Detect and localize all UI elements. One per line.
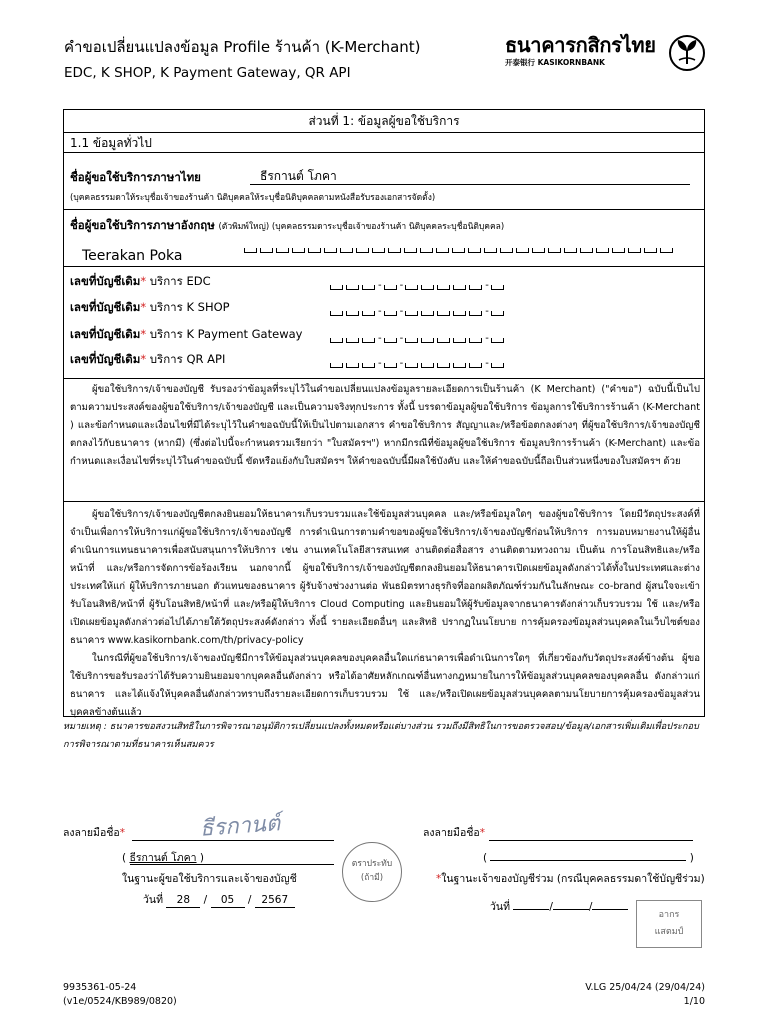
account-row-kshop: เลขที่บัญชีเดิม* บริการ K SHOP — [70, 300, 230, 314]
bank-name-th: ธนาคารกสิกรไทย — [505, 33, 656, 57]
role-left: ในฐานะผู้ขอใช้บริการและเจ้าของบัญชี — [122, 873, 297, 885]
divider — [64, 209, 704, 210]
page-number: 1/10 — [683, 996, 705, 1007]
role-right: *ในฐานะเจ้าของบัญชีร่วม (กรณีบุคคลธรรมดาใช้บัญชีร่วม) — [436, 873, 705, 885]
name-en-hint: (ตัวพิมพ์ใหญ่) (บุคคลธรรมดาระบุชื่อเจ้าของร้านค้า นิติบุคคลระบุชื่อนิติบุคคล) — [218, 222, 505, 232]
account-row-edc: เลขที่บัญชีเดิม* บริการ EDC — [70, 274, 211, 288]
version-code: (v1e/0524/KB989/0820) — [63, 996, 177, 1007]
section-subtitle: 1.1 ข้อมูลทั่วไป — [70, 136, 152, 150]
form-section-1 — [63, 109, 705, 717]
name-en-value[interactable]: Teerakan Poka — [82, 248, 183, 264]
account-boxes-kshop[interactable]: - - - — [330, 308, 507, 316]
remark-note: หมายเหตุ : ธนาคารขอสงวนสิทธิในการพิจารณาอนุมัติการเปลี่ยนแปลงทั้งหมดหรือแต่บางส่วน รวมถึงมีสิทธิในการขอตรวจสอบ/ข้อมูล/เอกสารเพิ่มเติมเพื่อประกอบการพิจารณาตามที่ธนาคารเห็นสมควร — [63, 721, 699, 750]
divider — [64, 501, 704, 502]
consent-paragraph-2: ผู้ขอใช้บริการ/เจ้าของบัญชีตกลงยินยอมให้ธนาคารเก็บรวบรวมและใช้ข้อมูลส่วนบุคคล และ/หรือข้อมูลใดๆ ของผู้ขอใช้บริการ โดยมีวัตถุประสงค์ที่จำเป็นเพื่อการให้บริการแก่ผู้ขอใช้บริการ/เจ้าของบัญชี การดำเนินการตามคำขอของผู้ขอใช้บริการ/เจ้าของบัญชีก่อนให้บริการ การมอบหมายงานให้ผู้อื่นดำเนินการแทนธนาคารเพื่อสนับสนุนการให้บริการ เช่น งานเทคโนโลยีสารสนเทศ งานติดต่อสื่อสาร งานติดตามทวงถาม เป็นต้น การโอนสิทธิและ/หรือหน้าที่ และ/หรือการจัดการข้อร้องเรียน นอกจากนี้ ผู้ขอใช้บริการ/เจ้าของบัญชีตกลงยินยอมให้ธนาคารเปิดเผยข้อมูลดังกล่าวได้ทั้งในประเทศและต่างประเทศให้แก่ ผู้ให้บริการภายนอก ตัวแทนของธนาคาร ผู้รับจ้างช่วงงานต่อ พันธมิตรทางธุรกิจที่ออกผลิตภัณฑ์ร่วมกันในลักษณะ co-brand ผู้สนใจจะเข้ารับโอนสิทธิ/หน้าที่ ผู้รับโอนสิทธิ/หน้าที่ และ/หรือผู้ให้บริการ Cloud Computing และยินยอมให้ผู้รับข้อมูลจากธนาคารดังกล่าวเก็บรวบรวม ใช้ และ/หรือเปิดเผยข้อมูลดังกล่าวต่อไปได้ภายใต้วัตถุประสงค์ดังกล่าว ทั้งนี้ รายละเอียดอื่นๆ และสิทธิ ปรากฏในนโยบาย การคุ้มครองข้อมูลส่วนบุคคลในเว็บไซต์ของธนาคาร www.kasikornbank.com/th/privacy-policy ในกรณีที่ผู้ขอใช้บริการ/เจ้าของบัญชีมีการให้ข้อมูลส่วนบุคคลของบุคคลอื่นใดแก่ธนาคารเพื่อดำเนินการใดๆ ที่เกี่ยวข้องกับวัตถุประสงค์ข้างต้น ผู้ขอใช้บริการขอรับรองว่าได้รับความยินยอมจากบุคคลอื่นดังกล่าว หรือได้อาศัยหลักเกณฑ์อื่นทางกฎหมายในการให้ข้อมูลส่วนบุคคลของบุคคลอื่น ดังกล่าวแก่ธนาคาร และได้แจ้งให้บุคคลอื่นดังกล่าวทราบถึงรายละเอียดการเก็บรวบรวม ใช้ และ/หรือเปิดเผยข้อมูลส่วนบุคคลตามนโยบายการคุ้มครองข้อมูลส่วนบุคคลข้างต้นแล้ว — [70, 509, 700, 718]
signature-line-left[interactable] — [132, 840, 334, 841]
section-title: ส่วนที่ 1: ข้อมูลผู้ขอใช้บริการ — [308, 114, 460, 128]
name-en-label: ชื่อผู้ขอใช้บริการภาษาอังกฤษ — [70, 218, 215, 232]
account-boxes-kpg[interactable]: - - - — [330, 335, 507, 343]
stamp-duty-box: อากร แสตมป์ — [636, 900, 702, 948]
form-code: 9935361-05-24 — [63, 982, 137, 993]
name-th-note: (บุคคลธรรมดาให้ระบุชื่อเจ้าของร้านค้า นิติบุคคลให้ระบุชื่อนิติบุคคลตามหนังสือรับรองเอกสารจัดตั้ง) — [70, 193, 436, 203]
divider — [64, 152, 704, 153]
bank-logo — [505, 34, 705, 74]
handwritten-signature: ธีรกานต์ — [199, 811, 281, 842]
sign-label-right: ลงลายมือชื่อ* — [423, 827, 485, 839]
company-seal-placeholder: ตราประทับ (ถ้ามี) — [342, 842, 402, 902]
printed-name-left: ( ธีรกานต์ โภคา ) — [122, 852, 204, 864]
name-th-label: ชื่อผู้ขอใช้บริการภาษาไทย — [70, 170, 201, 184]
divider — [64, 132, 704, 133]
kasikorn-leaf-icon — [669, 34, 705, 72]
account-row-qrapi: เลขที่บัญชีเดิม* บริการ QR API — [70, 352, 226, 366]
name-th-line — [250, 184, 690, 185]
name-th-value[interactable]: ธีรกานต์ โภคา — [260, 169, 337, 183]
account-boxes-edc[interactable]: - - - — [330, 282, 507, 290]
divider — [64, 378, 704, 379]
account-row-kpg: เลขที่บัญชีเดิม* บริการ K Payment Gateway — [70, 327, 303, 341]
signature-line-right[interactable] — [489, 840, 693, 841]
divider — [64, 266, 704, 267]
account-boxes-qrapi[interactable]: - - - — [330, 360, 507, 368]
version-right: V.LG 25/04/24 (29/04/24) — [585, 982, 705, 993]
bank-name-en: 开泰银行 KASIKORNBANK — [505, 58, 605, 67]
name-en-char-boxes[interactable] — [244, 248, 676, 253]
sign-label-left: ลงลายมือชื่อ* — [63, 827, 125, 839]
date-left[interactable]: วันที่ 28 / 05 / 2567 — [143, 893, 295, 908]
printed-name-right[interactable]: ( ) — [483, 852, 694, 864]
printed-name-line-left — [130, 864, 334, 865]
form-subtitle: EDC, K SHOP, K Payment Gateway, QR API — [64, 65, 351, 81]
date-right[interactable]: วันที่ / / — [490, 900, 628, 914]
form-title: คำขอเปลี่ยนแปลงข้อมูล Profile ร้านค้า (K-Merchant) — [64, 38, 421, 56]
consent-paragraph-1: ผู้ขอใช้บริการ/เจ้าของบัญชี รับรองว่าข้อมูลที่ระบุไว้ในคำขอเปลี่ยนแปลงข้อมูลรายละเอียดการเป็นร้านค้า (K Merchant) ("คำขอ") ฉบับนี้เป็นไปตามความประสงค์ของผู้ขอใช้บริการ/เจ้าของบัญชี และเป็นความจริงทุกประการ ทั้งนี้ บรรดาข้อมูลผู้ขอใช้บริการ ข้อมูลการใช้บริการร้านค้า (K-Merchant ) และข้อกำหนดและเงื่อนไขที่มีได้ระบุไว้ในคำขอฉบับนี้ให้เป็นไปตามเอกสาร คำขอใช้บริการ สัญญาและ/หรือข้อตกลงต่างๆ ที่ผู้ขอใช้บริการ/เจ้าของบัญชีตกลงไว้กับธนาคาร (หากมี) (ซึ่งต่อไปนี้จะกำหนดรวมเรียกว่า "ใบสมัครฯ") หากมีกรณีที่ข้อมูลผู้ขอใช้บริการ ข้อมูลบริการร้านค้า (K-Merchant) และข้อกำหนดและเงื่อนไขที่ระบุไว้ในคำขอฉบับนี้ ขัดหรือแย้งกับใบสมัครฯ ให้คำขอฉบับนี้มีผลใช้บังคับ และให้คำขอฉบับนี้ถือเป็นส่วนหนึ่งของใบสมัครฯ ด้วย — [70, 384, 700, 467]
